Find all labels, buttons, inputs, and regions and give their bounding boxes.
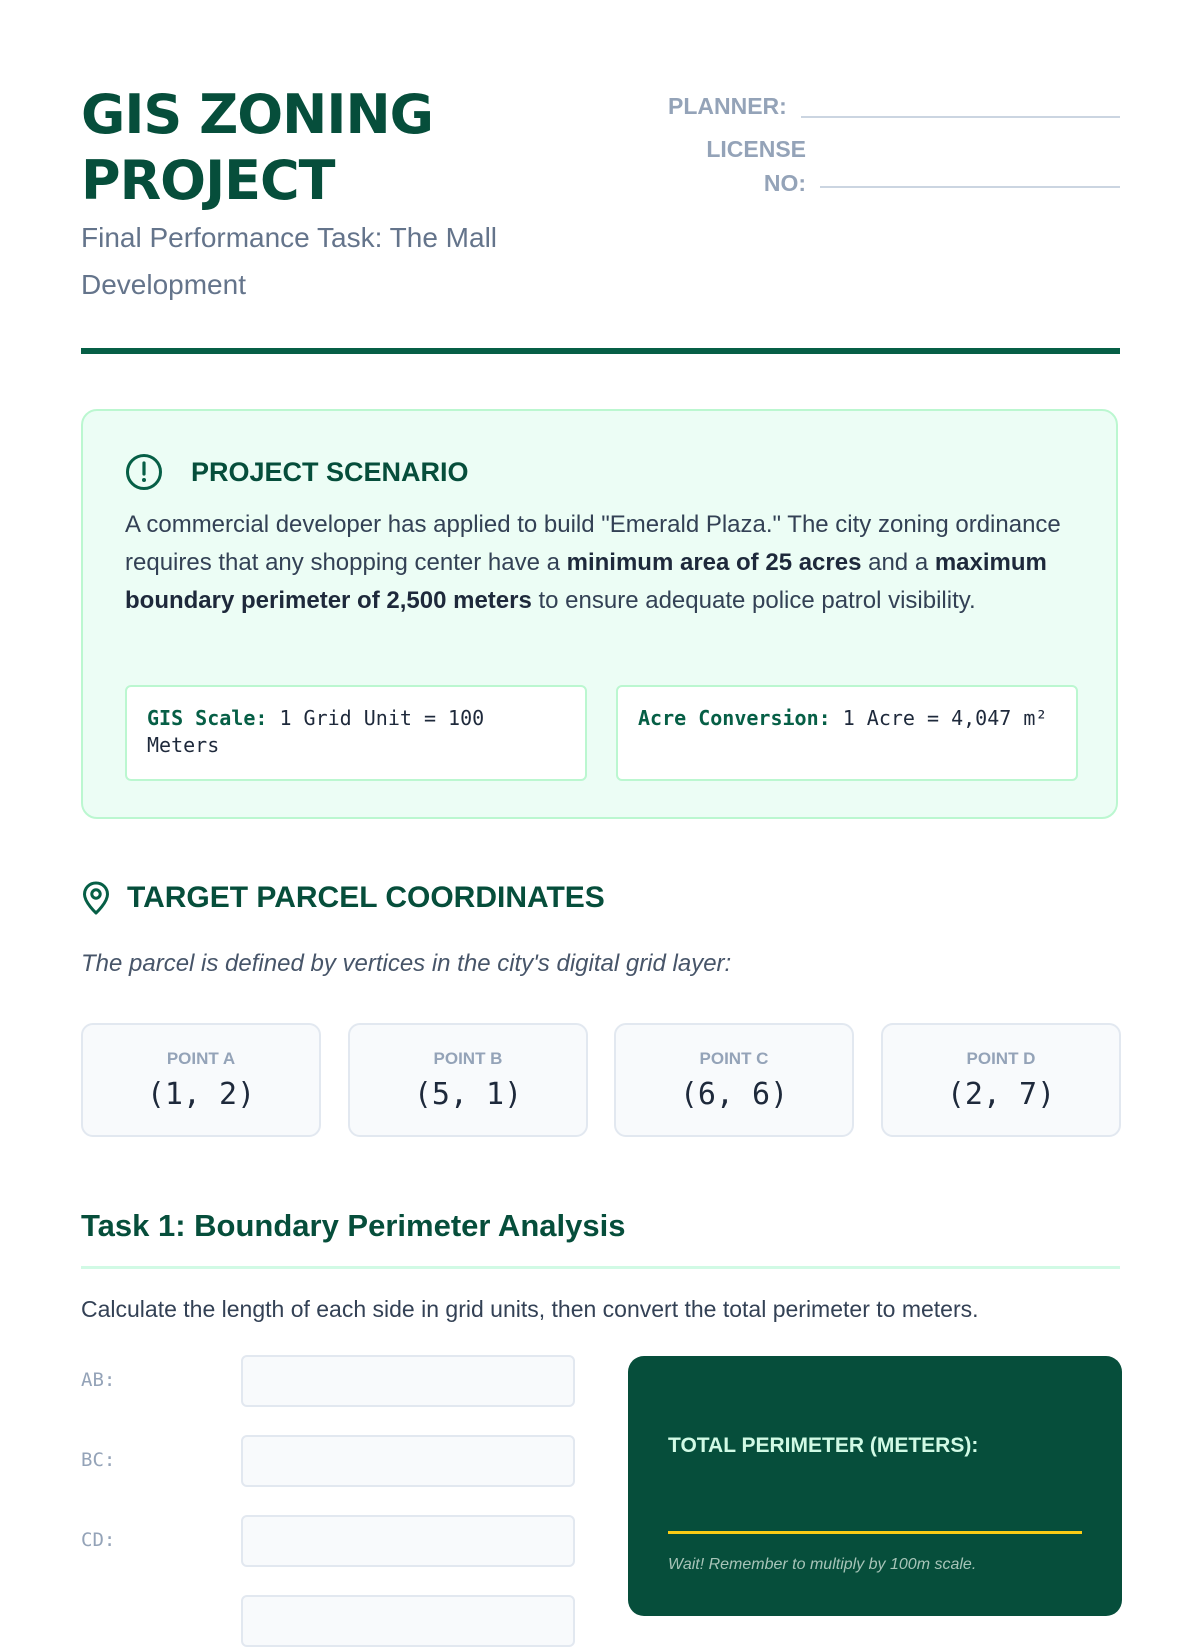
gis-scale-box bbox=[125, 685, 587, 781]
task-1-description: Calculate the length of each side in grid units, then convert the total perimeter to meters. bbox=[81, 1296, 979, 1322]
title-line-1: GIS ZONING bbox=[81, 83, 433, 146]
point-coordinates: (1, 2) bbox=[146, 1077, 256, 1112]
point-card-a bbox=[81, 1023, 321, 1137]
acre-conversion-box bbox=[616, 685, 1078, 781]
side-input-ab[interactable] bbox=[241, 1355, 575, 1407]
parcel-points bbox=[81, 1023, 1120, 1137]
side-input-next[interactable] bbox=[241, 1595, 575, 1647]
total-perimeter-panel bbox=[628, 1356, 1122, 1616]
scenario-text bbox=[125, 506, 1085, 620]
side-row-partial bbox=[81, 1595, 575, 1649]
side-row-bc bbox=[81, 1435, 575, 1489]
scenario-title: PROJECT SCENARIO bbox=[191, 456, 469, 487]
task-1-title: Task 1: Boundary Perimeter Analysis bbox=[81, 1208, 626, 1243]
point-label: POINT B bbox=[433, 1049, 503, 1068]
target-parcel-description: The parcel is defined by vertices in the city's digital grid layer: bbox=[81, 950, 732, 977]
scale-reminder-hint: Wait! Remember to multiply by 100m scale. bbox=[668, 1556, 977, 1573]
gis-scale-value: 1 Grid Unit = 100 Meters bbox=[147, 706, 485, 757]
header-divider bbox=[81, 348, 1120, 354]
title-line-2: PROJECT bbox=[81, 149, 335, 212]
point-card-b bbox=[348, 1023, 588, 1137]
task-1-divider bbox=[81, 1266, 1120, 1269]
scenario-text-2: and a bbox=[861, 549, 935, 576]
point-card-d bbox=[881, 1023, 1121, 1137]
target-parcel-header bbox=[81, 880, 605, 916]
scenario-text-1: A commercial developer has applied to build "Emerald Plaza." The city zoning ordinance requires that any shopping center have a bbox=[125, 511, 1061, 576]
scenario-text-3: to ensure adequate police patrol visibility. bbox=[531, 587, 976, 614]
side-input-cd[interactable] bbox=[241, 1515, 575, 1567]
point-label: POINT D bbox=[966, 1049, 1036, 1068]
point-card-c bbox=[614, 1023, 854, 1137]
side-label-bc: BC: bbox=[81, 1449, 116, 1471]
min-area-requirement: minimum area of 25 acres bbox=[566, 549, 862, 576]
license-field bbox=[700, 132, 1120, 200]
point-coordinates: (5, 1) bbox=[413, 1077, 523, 1112]
total-perimeter-answer-line[interactable] bbox=[668, 1531, 1082, 1534]
alert-circle-icon bbox=[125, 453, 163, 491]
license-label: LICENSE NO: bbox=[706, 136, 806, 196]
planner-input-line[interactable] bbox=[801, 116, 1120, 118]
point-coordinates: (6, 6) bbox=[679, 1077, 789, 1112]
side-label-cd: CD: bbox=[81, 1529, 116, 1551]
point-label: POINT A bbox=[166, 1049, 236, 1068]
project-scenario-card bbox=[81, 409, 1118, 819]
page-title bbox=[81, 82, 433, 214]
point-coordinates: (2, 7) bbox=[946, 1077, 1056, 1112]
target-parcel-title: TARGET PARCEL COORDINATES bbox=[127, 881, 605, 914]
acre-conversion-key: Acre Conversion: bbox=[638, 706, 831, 730]
gis-scale-key: GIS Scale: bbox=[147, 706, 268, 730]
scenario-header bbox=[125, 453, 469, 491]
side-label-ab: AB: bbox=[81, 1369, 116, 1391]
max-perimeter-requirement: maximum boundary perimeter of 2,500 meters bbox=[125, 549, 1047, 614]
license-input-line[interactable] bbox=[820, 186, 1120, 188]
page-subtitle: Final Performance Task: The Mall Development bbox=[81, 222, 498, 300]
side-row-cd bbox=[81, 1515, 575, 1569]
point-label: POINT C bbox=[699, 1049, 769, 1068]
planner-label: PLANNER: bbox=[668, 93, 787, 119]
side-row-ab bbox=[81, 1355, 575, 1409]
map-pin-icon bbox=[81, 880, 111, 916]
side-input-bc[interactable] bbox=[241, 1435, 575, 1487]
planner-field bbox=[668, 84, 1120, 120]
acre-conversion-value: 1 Acre = 4,047 m² bbox=[842, 706, 1048, 730]
total-perimeter-label: TOTAL PERIMETER (METERS): bbox=[668, 1434, 979, 1457]
